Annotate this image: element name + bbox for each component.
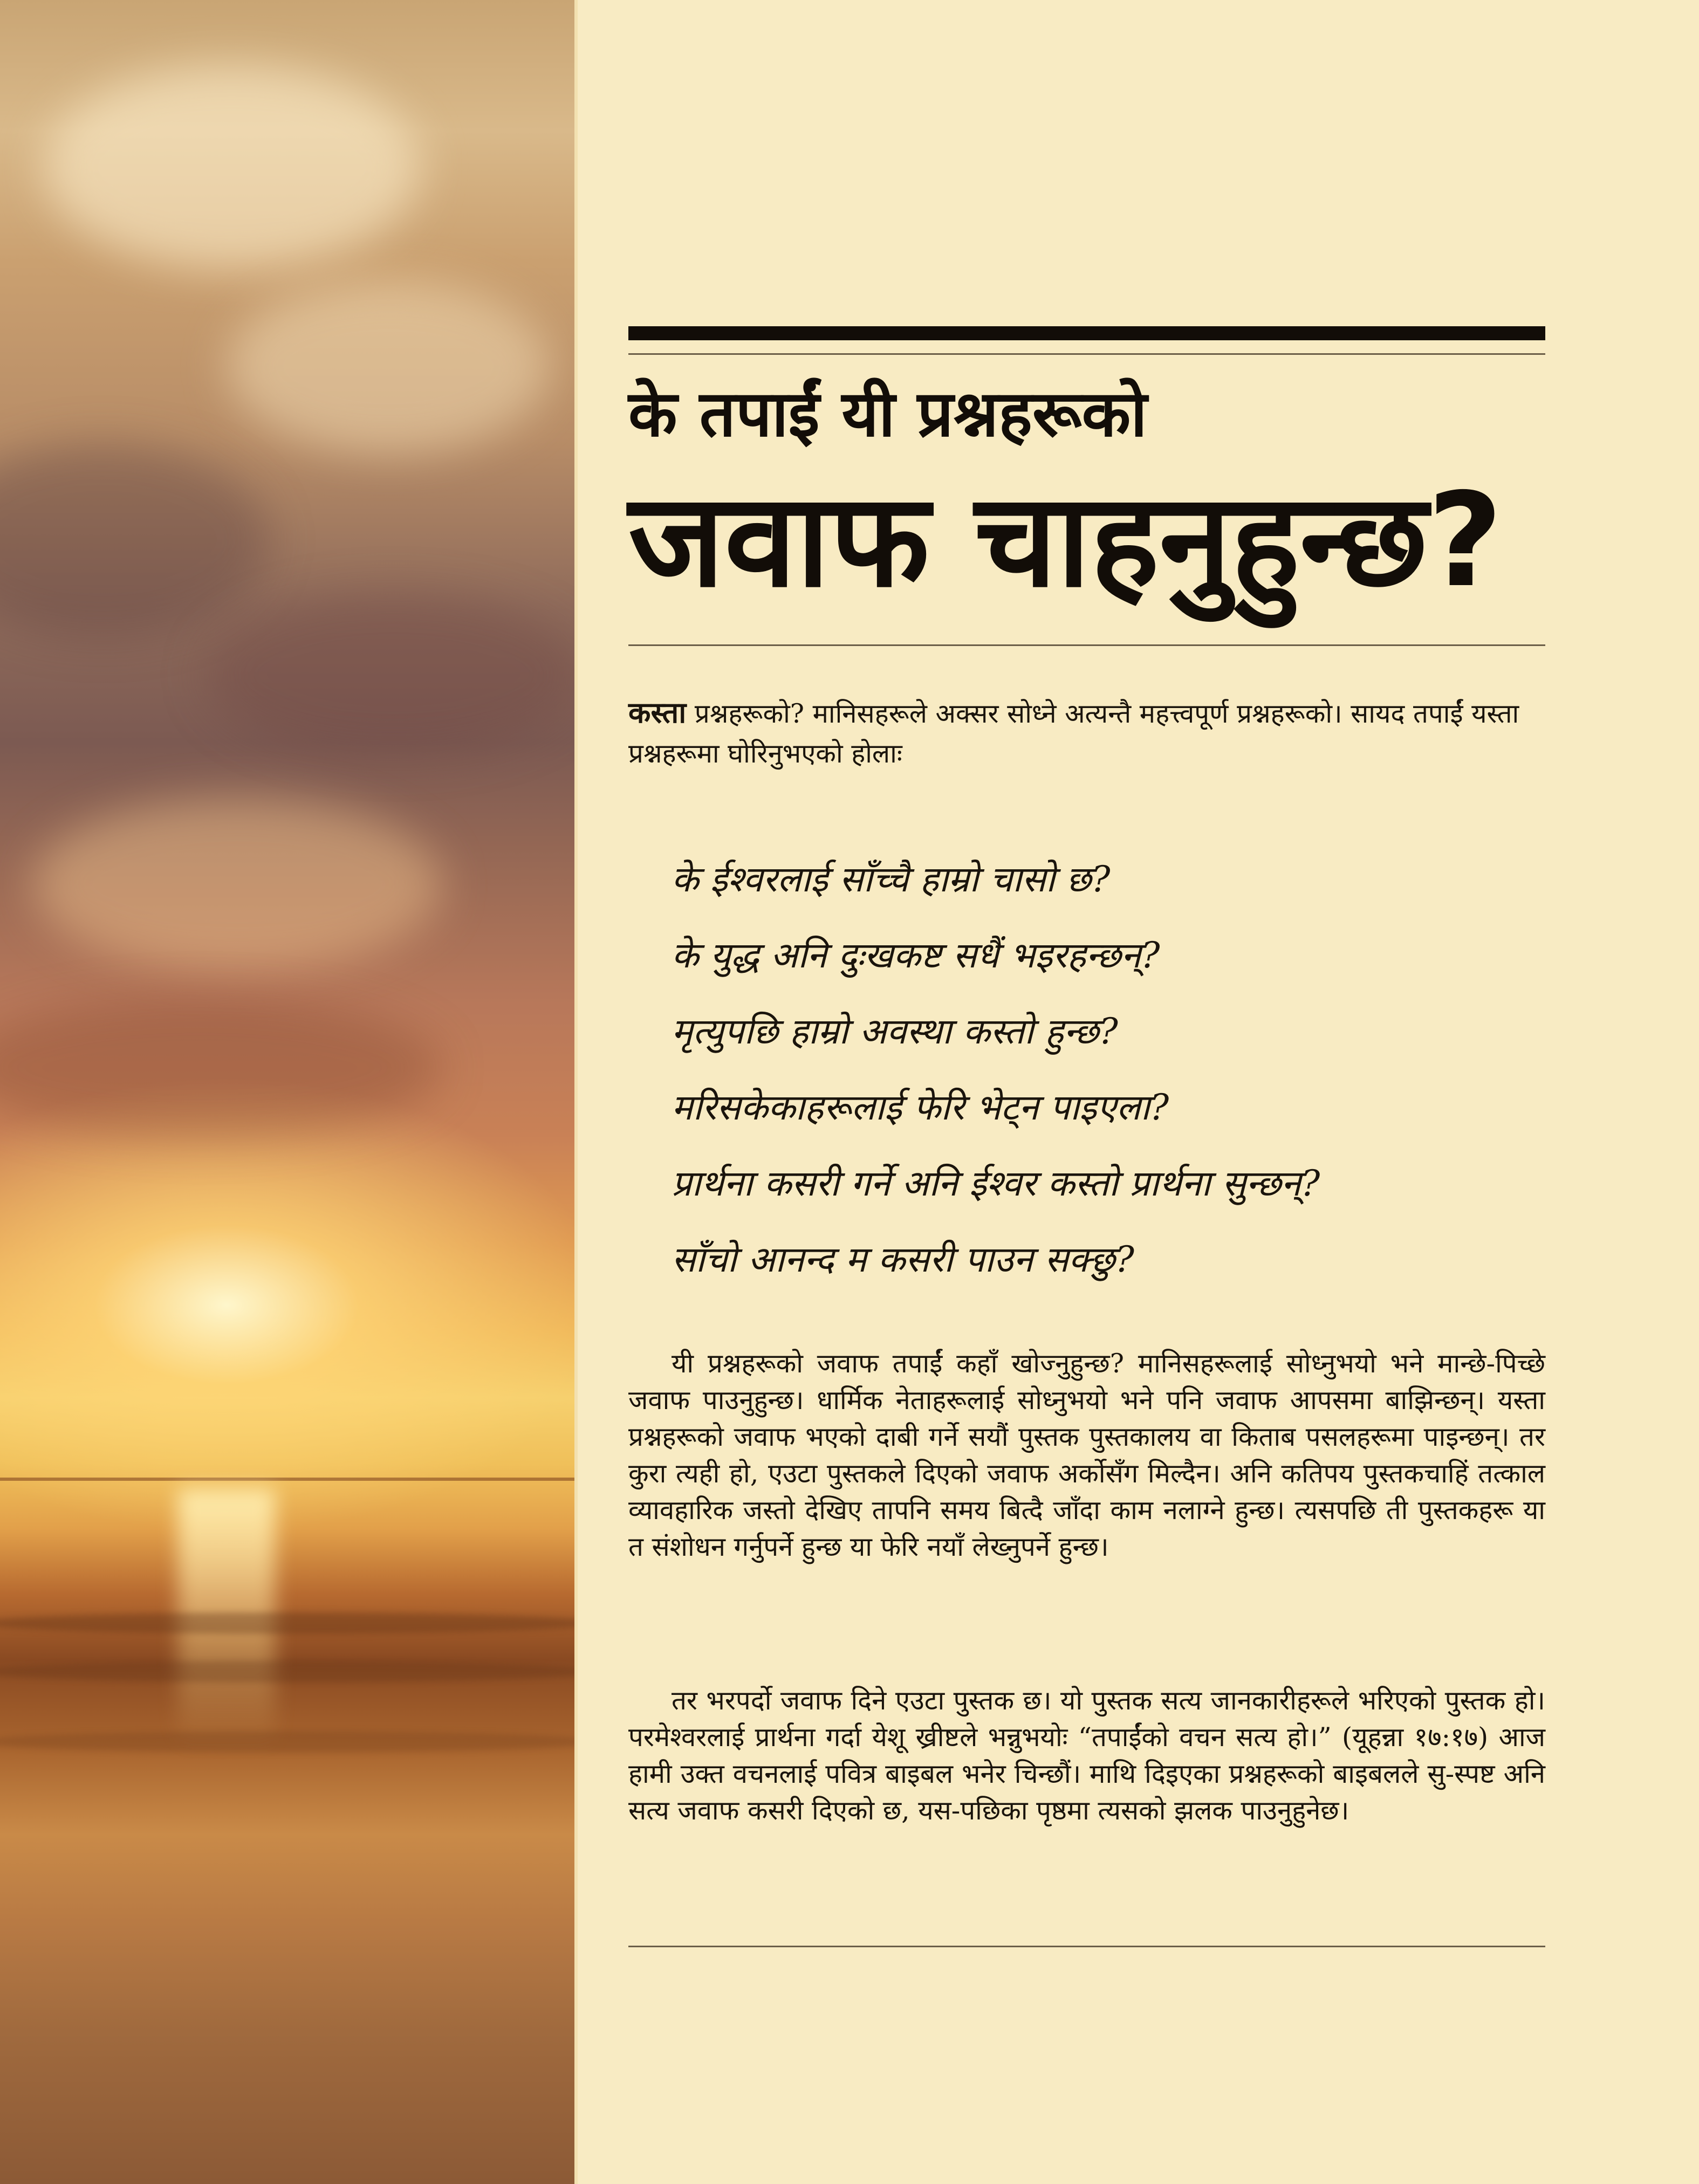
- title-rule-bottom: [628, 644, 1545, 646]
- sunset-beach-photo: [0, 0, 574, 2184]
- cloud-shape: [43, 65, 421, 270]
- cloud-shape: [227, 280, 550, 453]
- question-item: के ईश्वरलाई साँच्चै हाम्रो चासो छ?: [672, 859, 1111, 900]
- cloud-shape: [205, 593, 574, 755]
- page-title-line2: जवाफ चाहनुहुन्छ?: [628, 465, 1503, 616]
- question-item: मृत्युपछि हाम्रो अवस्था कस्तो हुन्छ?: [672, 1011, 1118, 1052]
- sea-horizon: [0, 1478, 574, 1481]
- intro-lead-word: कस्ता: [628, 696, 687, 730]
- question-item: के युद्ध अनि दुःखकष्ट सधैं भइरहन्छन्?: [672, 935, 1160, 976]
- wave-line: [0, 1612, 574, 1634]
- question-list: [672, 841, 1545, 1297]
- body-paragraph-1: यी प्रश्नहरूको जवाफ तपाईं कहाँ खोज्नुहुन्छ? मानिसहरूलाई सोध्नुभयो भने मान्छे-पिच्छे जवाफ पाउनुहुन्छ। धार्मिक नेताहरूलाई सोध्नुभयो भने पनि जवाफ आपसमा बाझिन्छन्। यस्ता प्रश्नहरूको जवाफ भएको दाबी गर्ने सयौं पुस्तक पुस्तकालय वा किताब पसलहरूमा पाइन्छन्। तर कुरा त्यही हो, एउटा पुस्तकले दिएको जवाफ अर्कोसँग मिल्दैन। अनि कतिपय पुस्तकचाहिं तत्काल व्यावहारिक जस्तो देखिए तापनि समय बित्दै जाँदा काम नलाग्ने हुन्छ। त्यसपछि ती पुस्तकहरू या त संशोधन गर्नुपर्ने हुन्छ या फेरि नयाँ लेख्नुपर्ने हुन्छ।: [628, 1348, 1545, 1562]
- panel-divider: [574, 0, 578, 2184]
- page-title-line1: के तपाईं यी प्रश्नहरूको: [628, 376, 1147, 451]
- cloud-shape: [32, 798, 442, 971]
- title-rule-thick: [628, 326, 1545, 340]
- wave-line: [0, 1661, 574, 1682]
- title-rule-thin: [628, 353, 1545, 355]
- closing-rule: [628, 1946, 1545, 1947]
- wave-line: [0, 1731, 574, 1753]
- intro-text: प्रश्नहरूको? मानिसहरूले अक्सर सोध्ने अत्यन्तै महत्त्वपूर्ण प्रश्नहरूको। सायद तपाईं यस्ता प्रश्नहरूमा घोरिनुभएको होलाः: [628, 698, 1519, 769]
- question-item: मरिसकेकाहरूलाई फेरि भेट्न पाइएला?: [672, 1087, 1169, 1128]
- cloud-shape: [0, 442, 270, 636]
- intro-paragraph: [628, 693, 1545, 774]
- cloud-shape: [0, 998, 442, 1138]
- question-item: प्रार्थना कसरी गर्ने अनि ईश्वर कस्तो प्रार्थना सुन्छन्?: [672, 1163, 1320, 1204]
- question-item: साँचो आनन्द म कसरी पाउन सक्छु?: [672, 1239, 1134, 1280]
- body-paragraph-2: तर भरपर्दो जवाफ दिने एउटा पुस्तक छ। यो पुस्तक सत्य जानकारीहरूले भरिएको पुस्तक हो। परमेश्वरलाई प्रार्थना गर्दा येशू ख्रीष्टले भन्नुभयोः “तपाईंको वचन सत्य हो।” (यूहन्ना १७:१७) आज हामी उक्त वचनलाई पवित्र बाइबल भनेर चिन्छौं। माथि दिइएका प्रश्नहरूको बाइबलले सु-स्पष्ट अनि सत्य जवाफ कसरी दिएको छ, यस-पछिका पृष्ठमा त्यसको झलक पाउनुहुनेछ।: [628, 1685, 1545, 1826]
